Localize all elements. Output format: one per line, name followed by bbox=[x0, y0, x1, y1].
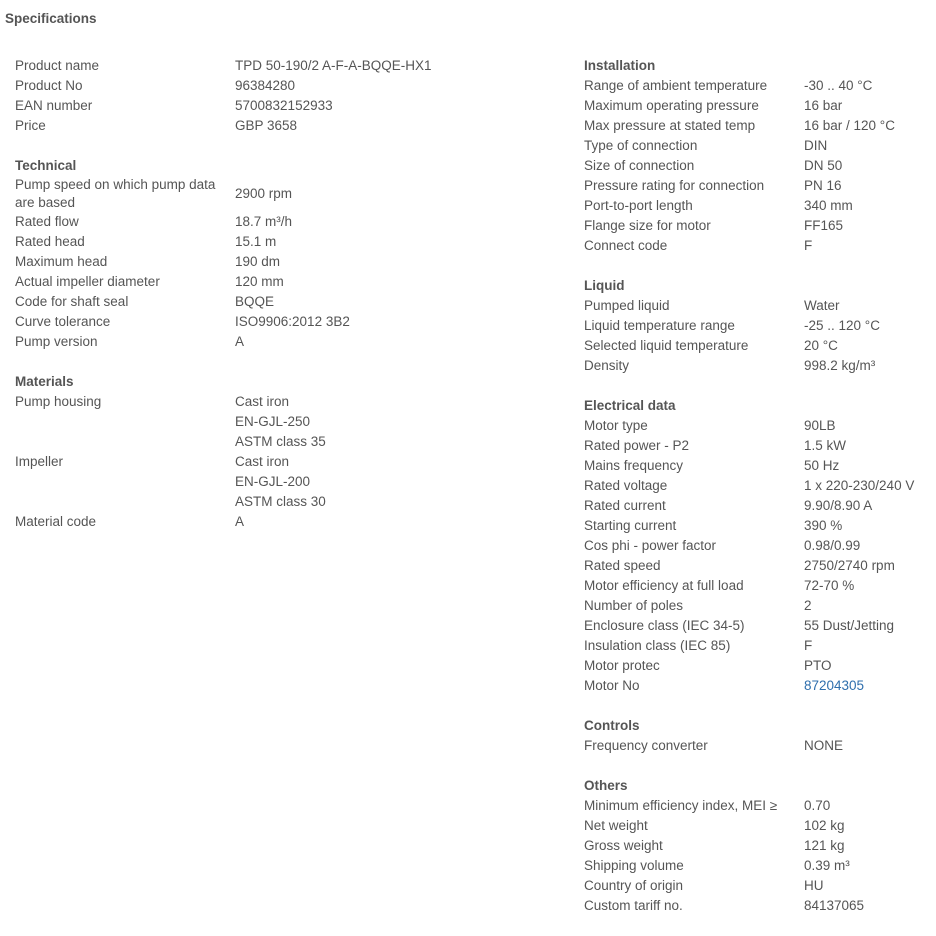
spec-value: 2 bbox=[804, 598, 812, 613]
spec-row bbox=[584, 316, 929, 336]
spec-row-impeller bbox=[15, 452, 455, 512]
spec-value: 120 mm bbox=[235, 274, 284, 289]
section-title-controls: Controls bbox=[584, 718, 640, 733]
spec-value: ASTM class 30 bbox=[235, 494, 326, 509]
spec-value: PN 16 bbox=[804, 178, 842, 193]
spec-label: Impeller bbox=[15, 454, 64, 469]
spec-label: Rated speed bbox=[584, 558, 661, 573]
others-section bbox=[584, 776, 929, 916]
spec-row bbox=[584, 236, 929, 256]
spec-row bbox=[15, 312, 455, 332]
spec-row bbox=[584, 636, 929, 656]
spec-label: Material code bbox=[15, 514, 97, 529]
spec-value: FF165 bbox=[804, 218, 844, 233]
spec-row bbox=[584, 836, 929, 856]
spec-value: PTO bbox=[804, 658, 832, 673]
spec-value: 16 bar bbox=[804, 98, 843, 113]
spec-label: Motor type bbox=[584, 418, 648, 433]
spec-row bbox=[15, 212, 455, 232]
spec-row bbox=[584, 156, 929, 176]
spec-label: Size of connection bbox=[584, 158, 695, 173]
spec-value: 18.7 m³/h bbox=[235, 214, 293, 229]
spec-row bbox=[584, 736, 929, 756]
spec-label: Price bbox=[15, 118, 46, 133]
spec-label: Pump speed on which pump data are based bbox=[15, 177, 216, 210]
spec-label: Connect code bbox=[584, 238, 668, 253]
spec-row bbox=[584, 536, 929, 556]
spec-value: -30 .. 40 °C bbox=[804, 78, 873, 93]
spec-row-motor-no bbox=[584, 676, 929, 696]
section-title-electrical: Electrical data bbox=[584, 398, 676, 413]
spec-row bbox=[584, 416, 929, 436]
spec-value: HU bbox=[804, 878, 824, 893]
spec-label: Flange size for motor bbox=[584, 218, 711, 233]
spec-row bbox=[584, 656, 929, 676]
spec-value: 121 kg bbox=[804, 838, 845, 853]
spec-row-material-code bbox=[15, 512, 455, 532]
section-title-technical: Technical bbox=[15, 158, 77, 173]
spec-label: Code for shaft seal bbox=[15, 294, 129, 309]
liquid-section bbox=[584, 276, 929, 376]
spec-value: 0.39 m³ bbox=[804, 858, 850, 873]
spec-label: Actual impeller diameter bbox=[15, 274, 160, 289]
spec-row bbox=[584, 196, 929, 216]
spec-label: Starting current bbox=[584, 518, 677, 533]
spec-label: Minimum efficiency index, MEI ≥ bbox=[584, 798, 778, 813]
spec-row bbox=[584, 796, 929, 816]
spec-row bbox=[584, 556, 929, 576]
spec-label: Pumped liquid bbox=[584, 298, 670, 313]
spec-row bbox=[584, 96, 929, 116]
spec-value: 0.70 bbox=[804, 798, 831, 813]
spec-label: Type of connection bbox=[584, 138, 698, 153]
spec-row bbox=[15, 252, 455, 272]
spec-label: Liquid temperature range bbox=[584, 318, 735, 333]
spec-value: 998.2 kg/m³ bbox=[804, 358, 876, 373]
spec-row bbox=[584, 876, 929, 896]
spec-row bbox=[584, 616, 929, 636]
spec-row bbox=[15, 232, 455, 252]
spec-label: Net weight bbox=[584, 818, 648, 833]
spec-value: Water bbox=[804, 298, 840, 313]
spec-label: Range of ambient temperature bbox=[584, 78, 768, 93]
spec-label: Insulation class (IEC 85) bbox=[584, 638, 731, 653]
spec-row bbox=[584, 76, 929, 96]
spec-row bbox=[584, 336, 929, 356]
spec-row bbox=[584, 516, 929, 536]
section-title-liquid: Liquid bbox=[584, 278, 625, 293]
spec-row bbox=[584, 116, 929, 136]
spec-value: 15.1 m bbox=[235, 234, 277, 249]
materials-section bbox=[15, 372, 455, 532]
spec-value: 2750/2740 rpm bbox=[804, 558, 895, 573]
spec-row bbox=[584, 496, 929, 516]
spec-row bbox=[15, 292, 455, 312]
spec-label: Port-to-port length bbox=[584, 198, 693, 213]
spec-label: Product name bbox=[15, 58, 100, 73]
spec-row-pump-housing bbox=[15, 392, 455, 452]
spec-row bbox=[584, 476, 929, 496]
spec-row-ean bbox=[15, 96, 455, 116]
spec-label: Enclosure class (IEC 34-5) bbox=[584, 618, 745, 633]
technical-section bbox=[15, 156, 455, 352]
spec-row bbox=[15, 332, 455, 352]
spec-value: 50 Hz bbox=[804, 458, 840, 473]
spec-value: F bbox=[804, 238, 813, 253]
electrical-section bbox=[584, 396, 929, 696]
spec-value-group bbox=[235, 452, 326, 512]
spec-row bbox=[584, 896, 929, 916]
page-title: Specifications bbox=[5, 11, 97, 26]
spec-value: F bbox=[804, 638, 813, 653]
spec-value: DIN bbox=[804, 138, 828, 153]
spec-value: A bbox=[235, 514, 245, 529]
spec-value: 2900 rpm bbox=[235, 186, 293, 201]
spec-value: -25 .. 120 °C bbox=[804, 318, 880, 333]
spec-value: 16 bar / 120 °C bbox=[804, 118, 895, 133]
spec-label: Rated head bbox=[15, 234, 85, 249]
spec-label: Custom tariff no. bbox=[584, 898, 683, 913]
installation-section bbox=[584, 56, 929, 256]
spec-value: Cast iron bbox=[235, 454, 290, 469]
spec-value: 72-70 % bbox=[804, 578, 855, 593]
spec-row bbox=[584, 296, 929, 316]
section-title-installation: Installation bbox=[584, 58, 656, 73]
spec-value: ASTM class 35 bbox=[235, 434, 326, 449]
spec-row bbox=[15, 272, 455, 292]
spec-value: EN-GJL-200 bbox=[235, 474, 311, 489]
spec-value: NONE bbox=[804, 738, 844, 753]
spec-label: Maximum head bbox=[15, 254, 108, 269]
spec-row bbox=[584, 176, 929, 196]
spec-label: Cos phi - power factor bbox=[584, 538, 717, 553]
section-title-others: Others bbox=[584, 778, 628, 793]
section-title-materials: Materials bbox=[15, 374, 74, 389]
spec-row bbox=[15, 176, 455, 212]
spec-label: Rated power - P2 bbox=[584, 438, 690, 453]
spec-label: Shipping volume bbox=[584, 858, 684, 873]
spec-value: Cast iron bbox=[235, 394, 290, 409]
spec-row-price bbox=[15, 116, 455, 136]
spec-label: Rated voltage bbox=[584, 478, 668, 493]
spec-value: A bbox=[235, 334, 245, 349]
spec-value: 96384280 bbox=[235, 78, 296, 93]
spec-value-group bbox=[235, 392, 326, 452]
spec-value: 5700832152933 bbox=[235, 98, 333, 113]
spec-row bbox=[584, 216, 929, 236]
spec-value: 55 Dust/Jetting bbox=[804, 618, 895, 633]
spec-label: Motor protec bbox=[584, 658, 660, 673]
spec-label: Number of poles bbox=[584, 598, 684, 613]
spec-value: 20 °C bbox=[804, 338, 838, 353]
spec-label: Rated flow bbox=[15, 214, 79, 229]
controls-section bbox=[584, 716, 929, 756]
right-column bbox=[584, 56, 929, 936]
spec-label: Motor efficiency at full load bbox=[584, 578, 744, 593]
spec-label: Country of origin bbox=[584, 878, 684, 893]
motor-no-link[interactable]: 87204305 bbox=[804, 678, 865, 693]
spec-label: Pump housing bbox=[15, 394, 102, 409]
spec-label: Motor No bbox=[584, 678, 640, 693]
spec-label: Max pressure at stated temp bbox=[584, 118, 756, 133]
spec-label: Rated current bbox=[584, 498, 666, 513]
spec-value: ISO9906:2012 3B2 bbox=[235, 314, 350, 329]
spec-value: 84137065 bbox=[804, 898, 865, 913]
spec-value: 102 kg bbox=[804, 818, 845, 833]
spec-row bbox=[584, 456, 929, 476]
spec-value: 390 % bbox=[804, 518, 843, 533]
spec-value: 1 x 220-230/240 V bbox=[804, 478, 915, 493]
spec-row bbox=[584, 856, 929, 876]
spec-label: Curve tolerance bbox=[15, 314, 111, 329]
general-section bbox=[15, 56, 455, 136]
spec-value: 0.98/0.99 bbox=[804, 538, 861, 553]
spec-row bbox=[584, 136, 929, 156]
spec-label: Product No bbox=[15, 78, 83, 93]
spec-label: Maximum operating pressure bbox=[584, 98, 759, 113]
spec-row-product-name bbox=[15, 56, 455, 76]
spec-value: DN 50 bbox=[804, 158, 843, 173]
spec-value: 1.5 kW bbox=[804, 438, 847, 453]
spec-label: Pressure rating for connection bbox=[584, 178, 765, 193]
spec-value: 190 dm bbox=[235, 254, 281, 269]
spec-label: Density bbox=[584, 358, 630, 373]
spec-label: Mains frequency bbox=[584, 458, 684, 473]
spec-label: Gross weight bbox=[584, 838, 663, 853]
spec-row bbox=[584, 356, 929, 376]
spec-row bbox=[584, 576, 929, 596]
spec-value: TPD 50-190/2 A-F-A-BQQE-HX1 bbox=[235, 58, 432, 73]
spec-value: GBP 3658 bbox=[235, 118, 298, 133]
spec-label: Frequency converter bbox=[584, 738, 708, 753]
spec-value: 9.90/8.90 A bbox=[804, 498, 873, 513]
spec-value: 90LB bbox=[804, 418, 836, 433]
spec-value: 340 mm bbox=[804, 198, 853, 213]
spec-row bbox=[584, 596, 929, 616]
spec-row bbox=[584, 816, 929, 836]
spec-value: EN-GJL-250 bbox=[235, 414, 311, 429]
spec-label: EAN number bbox=[15, 98, 93, 113]
spec-label: Pump version bbox=[15, 334, 98, 349]
spec-label: Selected liquid temperature bbox=[584, 338, 749, 353]
spec-value: BQQE bbox=[235, 294, 275, 309]
spec-row-product-no bbox=[15, 76, 455, 96]
left-column bbox=[15, 56, 455, 552]
spec-row bbox=[584, 436, 929, 456]
